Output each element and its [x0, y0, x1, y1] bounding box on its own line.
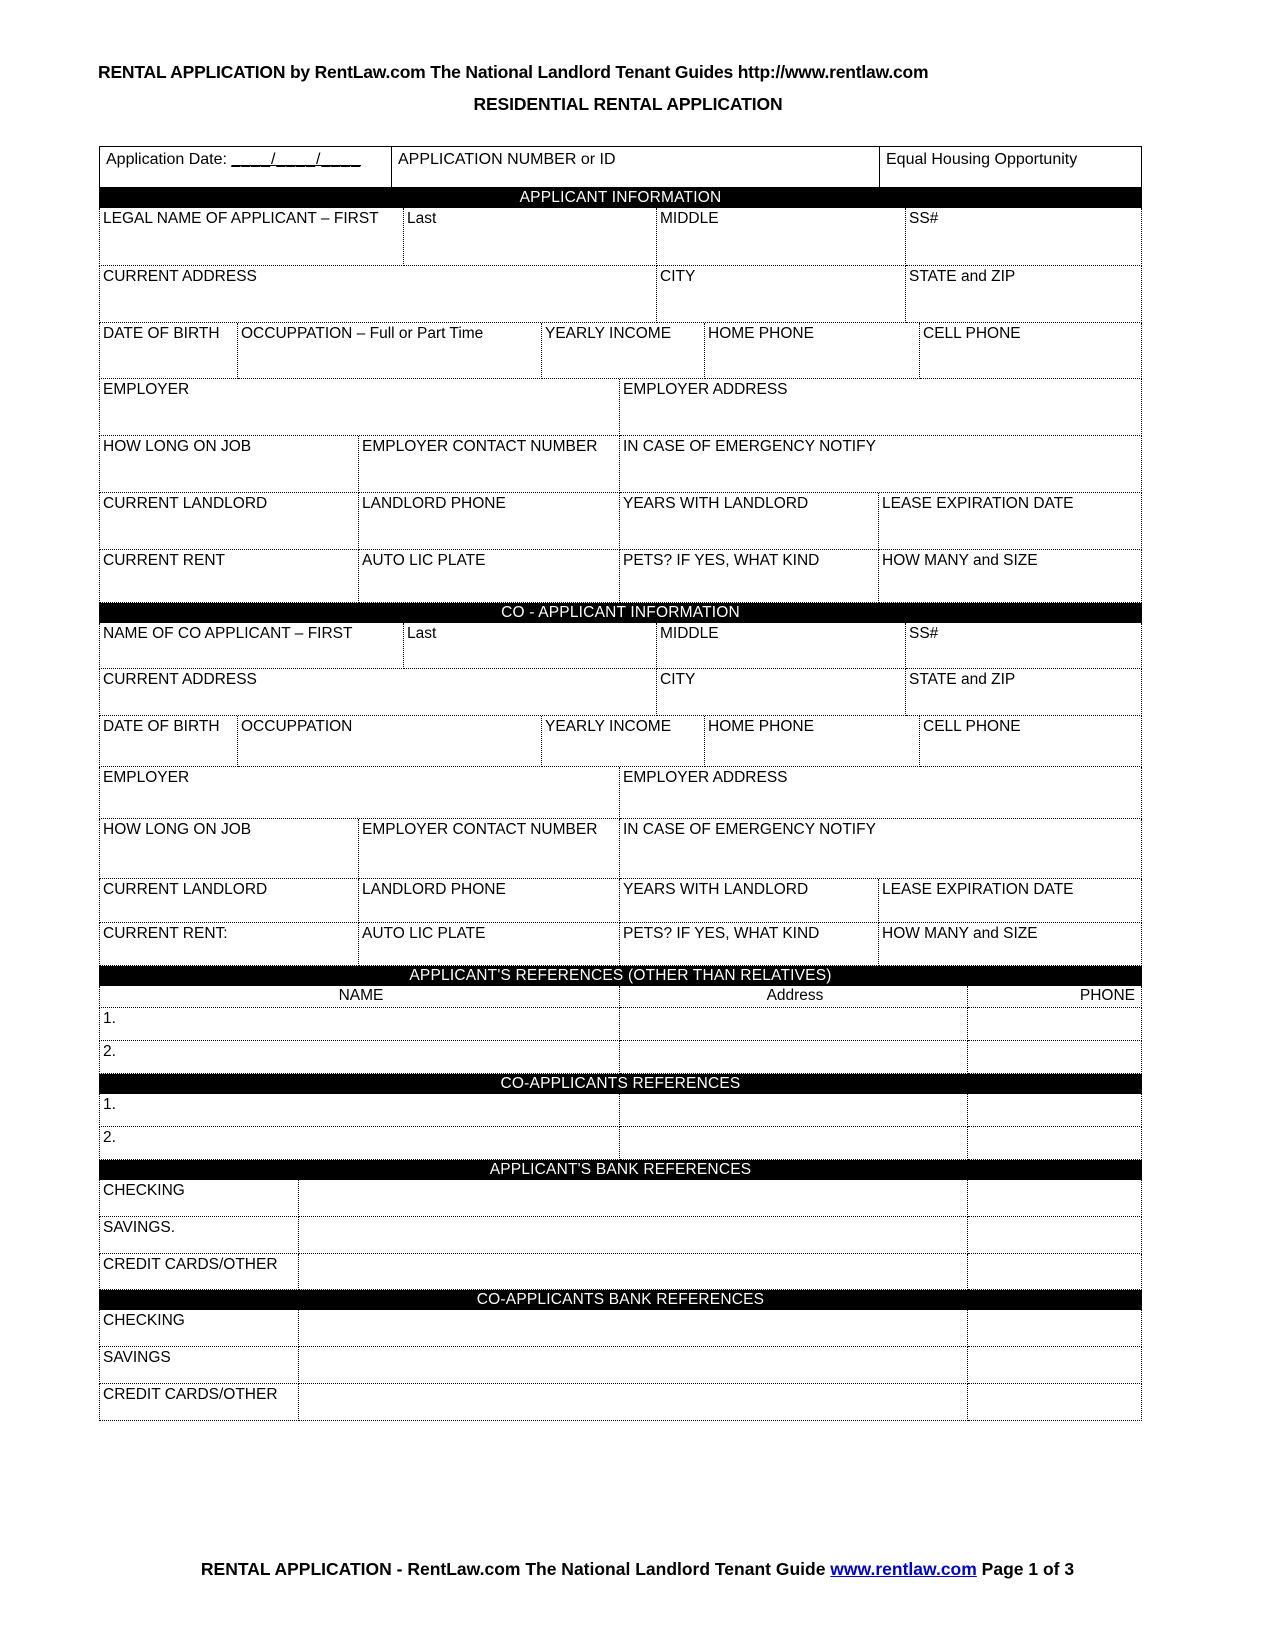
coapplicant-cell-phone-field[interactable]: [920, 716, 1142, 767]
references-address-column-header: [620, 986, 968, 1008]
application-meta-row: [99, 146, 1142, 188]
coapplicant-current-landlord-label: CURRENT LANDLORD: [103, 881, 268, 898]
applicant-emergency-notify-label: IN CASE OF EMERGENCY NOTIFY: [623, 438, 876, 455]
application-date-label: Application Date:: [106, 151, 227, 168]
coapplicant-lease-expiration-date-label: LEASE EXPIRATION DATE: [882, 881, 1074, 898]
applicant-auto-lic-plate-field[interactable]: [359, 550, 620, 603]
coapplicant-years-with-landlord-field[interactable]: [620, 879, 879, 923]
applicant-employer-label: EMPLOYER: [103, 381, 190, 398]
applicant-how-many-and-size-label: HOW MANY and SIZE: [882, 552, 1038, 569]
table-row: [99, 1310, 1142, 1347]
applicant-date-of-birth-label: DATE OF BIRTH: [103, 325, 220, 342]
applicant-bank-checking-label-cell: [99, 1180, 299, 1217]
coapplicant-last-name-field[interactable]: [404, 623, 657, 669]
applicant-address-row: [99, 266, 1142, 323]
coapplicant-bank-savings-label: SAVINGS: [103, 1349, 171, 1366]
coapplicant-reference-1-address-field[interactable]: [620, 1094, 968, 1127]
document-footer: [0, 1559, 1275, 1580]
coapplicant-reference-2-address-field[interactable]: [620, 1127, 968, 1160]
coapplicant-first-name-label: NAME OF CO APPLICANT – FIRST: [103, 625, 353, 642]
coapplicant-first-name-field[interactable]: [99, 623, 404, 669]
applicant-landlord-row: [99, 493, 1142, 550]
applicant-bank-checking-label: CHECKING: [103, 1182, 185, 1199]
coapplicant-auto-lic-plate-field[interactable]: [359, 923, 620, 966]
coapplicant-home-phone-label: HOME PHONE: [708, 718, 814, 735]
coapplicant-bank-credit-extra-field[interactable]: [968, 1384, 1142, 1421]
coapplicant-bank-credit-label-cell: [99, 1384, 299, 1421]
table-row: [99, 1254, 1142, 1290]
coapplicant-how-long-on-job-field[interactable]: [99, 819, 359, 879]
coapplicant-pets-label: PETS? IF YES, WHAT KIND: [623, 925, 820, 942]
applicant-home-phone-field[interactable]: [705, 323, 920, 379]
applicant-current-address-label: CURRENT ADDRESS: [103, 268, 257, 285]
coapplicant-current-rent-field[interactable]: [99, 923, 359, 966]
coapplicant-how-long-on-job-label: HOW LONG ON JOB: [103, 821, 252, 838]
applicant-landlord-phone-label: LANDLORD PHONE: [362, 495, 506, 512]
coapplicant-job-emergency-row: [99, 819, 1142, 879]
applicant-dob-occupation-row: [99, 323, 1142, 379]
coapplicant-employer-field[interactable]: [99, 767, 620, 819]
coapplicant-occupation-field[interactable]: [238, 716, 542, 767]
applicant-current-landlord-field[interactable]: [99, 493, 359, 550]
coapplicant-years-with-landlord-label: YEARS WITH LANDLORD: [623, 881, 809, 898]
coapplicant-bank-checking-label-cell: [99, 1310, 299, 1347]
applicant-current-landlord-label: CURRENT LANDLORD: [103, 495, 268, 512]
coapplicant-dob-occupation-row: [99, 716, 1142, 767]
references-address-header-label: Address: [766, 987, 824, 1004]
applicant-years-with-landlord-label: YEARS WITH LANDLORD: [623, 495, 809, 512]
coapplicant-reference-2-name-field[interactable]: [99, 1127, 620, 1160]
coapplicant-employer-address-label: EMPLOYER ADDRESS: [623, 769, 788, 786]
coapplicant-bank-references-banner: CO-APPLICANTS BANK REFERENCES: [99, 1290, 1142, 1310]
header-title-line1: RENTAL APPLICATION by RentLaw.com The National Landlord Tenant Guides http://www.rentlaw.com: [98, 62, 929, 82]
applicant-city-label: CITY: [660, 268, 696, 285]
coapplicant-references-banner: CO-APPLICANTS REFERENCES: [99, 1074, 1142, 1094]
applicant-how-many-and-size-field[interactable]: [879, 550, 1142, 603]
applicant-reference-1-index: 1.: [103, 1010, 116, 1027]
coapplicant-pets-field[interactable]: [620, 923, 879, 966]
page-title: RESIDENTIAL RENTAL APPLICATION: [473, 94, 783, 114]
applicant-how-long-on-job-label: HOW LONG ON JOB: [103, 438, 252, 455]
applicant-bank-credit-extra-field[interactable]: [968, 1254, 1142, 1290]
table-row: [99, 1384, 1142, 1421]
coapplicant-landlord-phone-field[interactable]: [359, 879, 620, 923]
applicant-reference-2-phone-field[interactable]: [968, 1041, 1142, 1074]
table-row: [99, 1094, 1142, 1127]
applicant-how-long-on-job-field[interactable]: [99, 436, 359, 493]
applicant-ssn-label: SS#: [909, 210, 939, 227]
applicant-bank-savings-field[interactable]: [299, 1217, 968, 1254]
applicant-name-row: [99, 208, 1142, 266]
applicant-lease-expiration-date-field[interactable]: [879, 493, 1142, 550]
applicant-emergency-notify-field[interactable]: [620, 436, 1142, 493]
applicant-first-name-label: LEGAL NAME OF APPLICANT – FIRST: [103, 210, 379, 227]
coapplicant-city-label: CITY: [660, 671, 696, 688]
applicant-reference-2-name-field[interactable]: [99, 1041, 620, 1074]
coapplicant-current-address-field[interactable]: [99, 669, 657, 716]
coapplicant-lease-expiration-date-field[interactable]: [879, 879, 1142, 923]
applicant-middle-name-label: MIDDLE: [660, 210, 719, 227]
applicant-reference-1-address-field[interactable]: [620, 1008, 968, 1041]
rentlaw-link[interactable]: www.rentlaw.com: [830, 1559, 977, 1579]
coapplicant-rent-pets-row: [99, 923, 1142, 966]
coapplicant-emergency-notify-label: IN CASE OF EMERGENCY NOTIFY: [623, 821, 876, 838]
coapplicant-employer-contact-number-field[interactable]: [359, 819, 620, 879]
applicant-reference-2-address-field[interactable]: [620, 1041, 968, 1074]
rental-application-form: [99, 146, 1142, 1421]
coapplicant-bank-savings-field[interactable]: [299, 1347, 968, 1384]
applicant-current-rent-field[interactable]: [99, 550, 359, 603]
coapplicant-ssn-field[interactable]: [906, 623, 1142, 669]
coapplicant-current-rent-label: CURRENT RENT:: [103, 925, 228, 942]
applicant-last-name-label: Last: [407, 210, 437, 227]
applicant-landlord-phone-field[interactable]: [359, 493, 620, 550]
applicant-state-zip-field[interactable]: [906, 266, 1142, 323]
table-row: [99, 1217, 1142, 1254]
references-phone-column-header: [968, 986, 1142, 1008]
applicant-yearly-income-field[interactable]: [542, 323, 705, 379]
applicant-state-zip-label: STATE and ZIP: [909, 268, 1016, 285]
document-header: [98, 62, 1158, 115]
applicant-employer-address-field[interactable]: [620, 379, 1142, 436]
application-number-field[interactable]: [391, 147, 879, 187]
coapplicant-middle-name-label: MIDDLE: [660, 625, 719, 642]
coapplicant-bank-savings-label-cell: [99, 1347, 299, 1384]
coapplicant-city-field[interactable]: [657, 669, 906, 716]
applicant-current-address-field[interactable]: [99, 266, 657, 323]
coapplicant-emergency-notify-field[interactable]: [620, 819, 1142, 879]
coapplicant-occupation-label: OCCUPPATION: [241, 718, 353, 735]
applicant-references-banner: APPLICANT'S REFERENCES (OTHER THAN RELATIVES): [99, 966, 1142, 986]
coapplicant-reference-1-index: 1.: [103, 1096, 116, 1113]
applicant-pets-field[interactable]: [620, 550, 879, 603]
applicant-employer-field[interactable]: [99, 379, 620, 436]
coapplicant-bank-checking-label: CHECKING: [103, 1312, 185, 1329]
applicant-bank-checking-extra-field[interactable]: [968, 1180, 1142, 1217]
application-number-label: APPLICATION NUMBER or ID: [398, 151, 616, 168]
applicant-pets-label: PETS? IF YES, WHAT KIND: [623, 552, 820, 569]
application-date-field[interactable]: [100, 147, 391, 187]
footer-page-number: Page 1 of 3: [976, 1559, 1075, 1579]
applicant-reference-1-phone-field[interactable]: [968, 1008, 1142, 1041]
coapplicant-reference-2-phone-field[interactable]: [968, 1127, 1142, 1160]
coapplicant-state-zip-label: STATE and ZIP: [909, 671, 1016, 688]
applicant-auto-lic-plate-label: AUTO LIC PLATE: [362, 552, 486, 569]
applicant-lease-expiration-date-label: LEASE EXPIRATION DATE: [882, 495, 1074, 512]
coapplicant-how-many-and-size-field[interactable]: [879, 923, 1142, 966]
coapplicant-employer-address-field[interactable]: [620, 767, 1142, 819]
coapplicant-employer-row: [99, 767, 1142, 819]
footer-prefix-text: RENTAL APPLICATION - RentLaw.com The National Landlord Tenant Guide: [200, 1559, 831, 1579]
coapplicant-bank-checking-extra-field[interactable]: [968, 1310, 1142, 1347]
applicant-home-phone-label: HOME PHONE: [708, 325, 814, 342]
applicant-years-with-landlord-field[interactable]: [620, 493, 879, 550]
applicant-bank-credit-label: CREDIT CARDS/OTHER: [103, 1256, 278, 1273]
applicant-bank-savings-label: SAVINGS.: [103, 1219, 176, 1236]
coapplicant-cell-phone-label: CELL PHONE: [923, 718, 1021, 735]
table-row: [99, 1180, 1142, 1217]
coapplicant-bank-credit-label: CREDIT CARDS/OTHER: [103, 1386, 278, 1403]
applicant-bank-savings-extra-field[interactable]: [968, 1217, 1142, 1254]
applicant-employer-row: [99, 379, 1142, 436]
applicant-bank-credit-label-cell: [99, 1254, 299, 1290]
applicant-cell-phone-label: CELL PHONE: [923, 325, 1021, 342]
applicant-information-banner: APPLICANT INFORMATION: [99, 188, 1142, 208]
applicant-bank-references-banner: APPLICANT'S BANK REFERENCES: [99, 1160, 1142, 1180]
applicant-bank-checking-field[interactable]: [299, 1180, 968, 1217]
references-name-column-header: [99, 986, 620, 1008]
coapplicant-date-of-birth-field[interactable]: [99, 716, 238, 767]
applicant-rent-pets-row: [99, 550, 1142, 603]
coapplicant-landlord-row: [99, 879, 1142, 923]
coapplicant-bank-checking-field[interactable]: [299, 1310, 968, 1347]
table-row: [99, 1008, 1142, 1041]
coapplicant-ssn-label: SS#: [909, 625, 939, 642]
coapplicant-information-banner: CO - APPLICANT INFORMATION: [99, 603, 1142, 623]
equal-housing-opportunity-cell: [879, 147, 1141, 187]
coapplicant-date-of-birth-label: DATE OF BIRTH: [103, 718, 220, 735]
applicant-middle-name-field[interactable]: [657, 208, 906, 266]
coapplicant-yearly-income-field[interactable]: [542, 716, 705, 767]
applicant-current-rent-label: CURRENT RENT: [103, 552, 225, 569]
coapplicant-middle-name-field[interactable]: [657, 623, 906, 669]
application-date-blanks: ____/____/____: [231, 151, 362, 168]
applicant-job-emergency-row: [99, 436, 1142, 493]
coapplicant-name-row: [99, 623, 1142, 669]
applicant-bank-savings-label-cell: [99, 1217, 299, 1254]
applicant-first-name-field[interactable]: [99, 208, 404, 266]
applicant-bank-credit-field[interactable]: [299, 1254, 968, 1290]
coapplicant-reference-1-name-field[interactable]: [99, 1094, 620, 1127]
coapplicant-current-address-label: CURRENT ADDRESS: [103, 671, 257, 688]
applicant-employer-contact-number-field[interactable]: [359, 436, 620, 493]
coapplicant-employer-label: EMPLOYER: [103, 769, 190, 786]
applicant-ssn-field[interactable]: [906, 208, 1142, 266]
applicant-cell-phone-field[interactable]: [920, 323, 1142, 379]
applicant-last-name-field[interactable]: [404, 208, 657, 266]
applicant-occupation-label: OCCUPPATION – Full or Part Time: [241, 325, 484, 342]
applicant-reference-2-index: 2.: [103, 1043, 116, 1060]
applicant-yearly-income-label: YEARLY INCOME: [545, 325, 672, 342]
applicant-city-field[interactable]: [657, 266, 906, 323]
table-row: [99, 1347, 1142, 1384]
coapplicant-auto-lic-plate-label: AUTO LIC PLATE: [362, 925, 486, 942]
coapplicant-bank-savings-extra-field[interactable]: [968, 1347, 1142, 1384]
applicant-date-of-birth-field[interactable]: [99, 323, 238, 379]
coapplicant-bank-credit-field[interactable]: [299, 1384, 968, 1421]
equal-housing-label: Equal Housing Opportunity: [886, 151, 1078, 168]
table-row: [99, 1127, 1142, 1160]
coapplicant-employer-contact-number-label: EMPLOYER CONTACT NUMBER: [362, 821, 598, 838]
references-phone-header-label: PHONE: [1079, 987, 1135, 1004]
applicant-references-header-row: [99, 986, 1142, 1008]
applicant-reference-1-name-field[interactable]: [99, 1008, 620, 1041]
coapplicant-yearly-income-label: YEARLY INCOME: [545, 718, 672, 735]
coapplicant-state-zip-field[interactable]: [906, 669, 1142, 716]
references-name-header-label: NAME: [338, 987, 384, 1004]
coapplicant-current-landlord-field[interactable]: [99, 879, 359, 923]
applicant-occupation-field[interactable]: [238, 323, 542, 379]
coapplicant-home-phone-field[interactable]: [705, 716, 920, 767]
applicant-employer-contact-number-label: EMPLOYER CONTACT NUMBER: [362, 438, 598, 455]
table-row: [99, 1041, 1142, 1074]
applicant-employer-address-label: EMPLOYER ADDRESS: [623, 381, 788, 398]
coapplicant-how-many-and-size-label: HOW MANY and SIZE: [882, 925, 1038, 942]
coapplicant-reference-2-index: 2.: [103, 1129, 116, 1146]
coapplicant-reference-1-phone-field[interactable]: [968, 1094, 1142, 1127]
coapplicant-address-row: [99, 669, 1142, 716]
coapplicant-landlord-phone-label: LANDLORD PHONE: [362, 881, 506, 898]
coapplicant-last-name-label: Last: [407, 625, 437, 642]
